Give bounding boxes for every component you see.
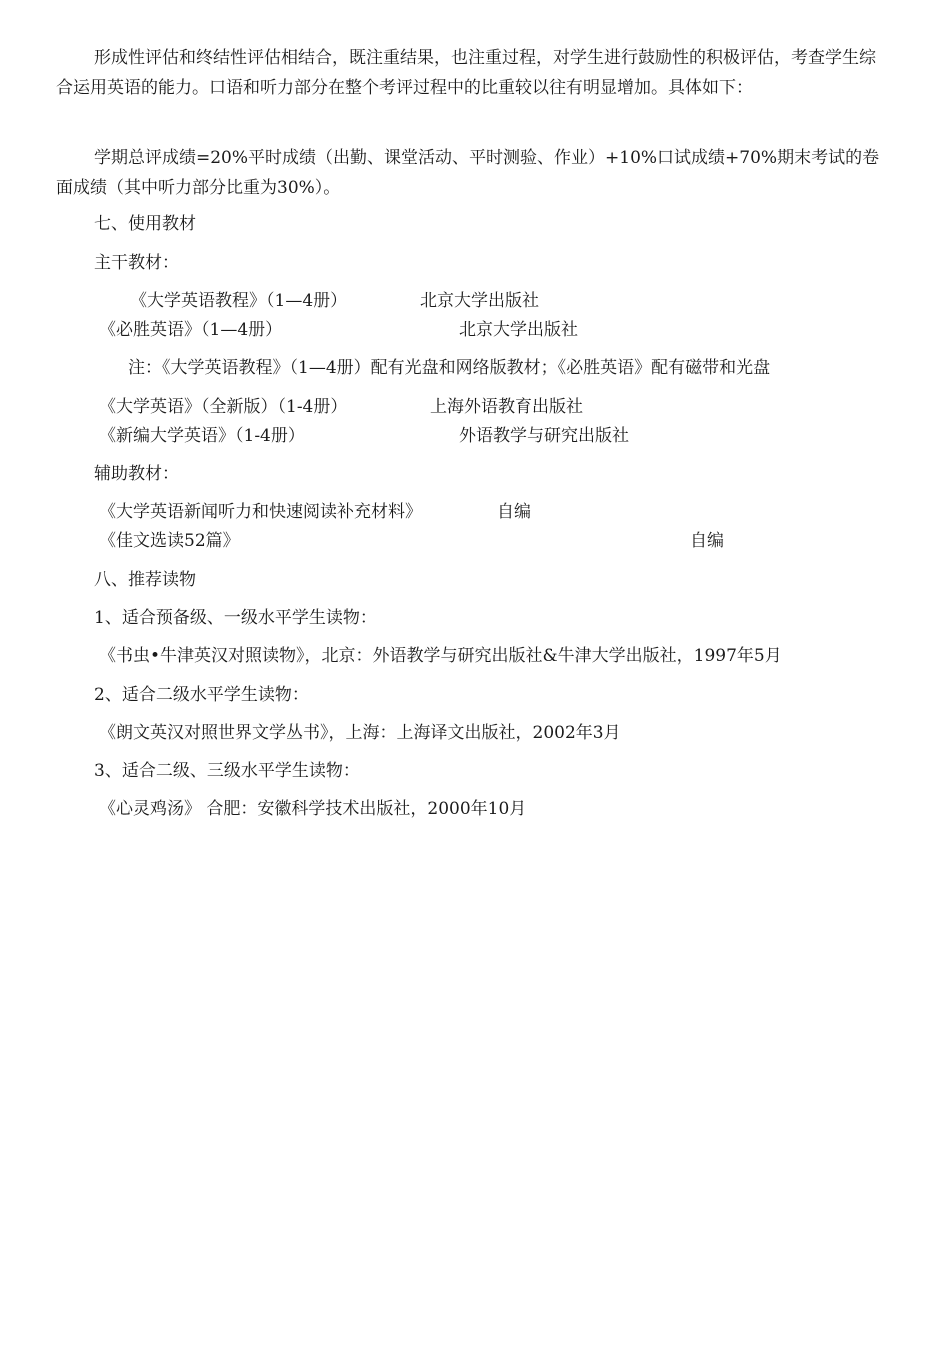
reading-level-1: 1、适合预备级、一级水平学生读物：: [94, 608, 377, 628]
textbook-4-publisher: 外语教学与研究出版社: [459, 426, 629, 446]
textbook-note: 注：《大学英语教程》（1—4册）配有光盘和网络版教材；《必胜英语》配有磁带和光盘: [128, 358, 771, 378]
main-textbook-2-publisher: 北京大学出版社: [459, 320, 578, 340]
textbook-4-title: 《新编大学英语》（1-4册）: [99, 426, 305, 446]
section-heading-reading: 八、推荐读物: [94, 570, 196, 590]
textbook-3-publisher: 上海外语教育出版社: [430, 397, 583, 417]
reading-book-2: 《朗文英汉对照世界文学丛书》，上海：上海译文出版社，2002年3月: [99, 723, 621, 743]
aux-textbooks-label: 辅助教材：: [94, 464, 179, 484]
main-textbook-1-title: 《大学英语教程》（1—4册）: [130, 291, 348, 311]
main-textbook-1-publisher: 北京大学出版社: [420, 291, 539, 311]
section-heading-textbooks: 七、使用教材: [94, 214, 196, 234]
aux-textbook-1-publisher: 自编: [497, 502, 531, 522]
reading-level-2: 2、适合二级水平学生读物：: [94, 685, 309, 705]
reading-book-1: 《书虫•牛津英汉对照读物》，北京：外语教学与研究出版社&牛津大学出版社，1997年5月: [99, 646, 782, 666]
aux-textbook-1-title: 《大学英语新闻听力和快速阅读补充材料》: [99, 502, 422, 522]
reading-level-3: 3、适合二级、三级水平学生读物：: [94, 761, 360, 781]
main-textbook-2-title: 《必胜英语》（1—4册）: [99, 320, 283, 340]
main-textbooks-label: 主干教材：: [94, 253, 179, 273]
reading-book-3: 《心灵鸡汤》 合肥：安徽科学技术出版社，2000年10月: [99, 799, 527, 819]
assessment-paragraph-1: 形成性评估和终结性评估相结合，既注重结果，也注重过程，对学生进行鼓励性的积极评估，考查学生综合运用英语的能力。口语和听力部分在整个考评过程中的比重较以往有明显增加。具体如下：: [56, 48, 876, 98]
aux-textbook-2-publisher: 自编: [690, 531, 724, 551]
assessment-paragraph-2: 学期总评成绩=20%平时成绩（出勤、课堂活动、平时测验、作业）+10%口试成绩+70%期末考试的卷面成绩（其中听力部分比重为30%）。: [56, 148, 880, 198]
aux-textbook-2-title: 《佳文选读52篇》: [99, 531, 240, 551]
textbook-3-title: 《大学英语》（全新版）（1-4册）: [99, 397, 348, 417]
